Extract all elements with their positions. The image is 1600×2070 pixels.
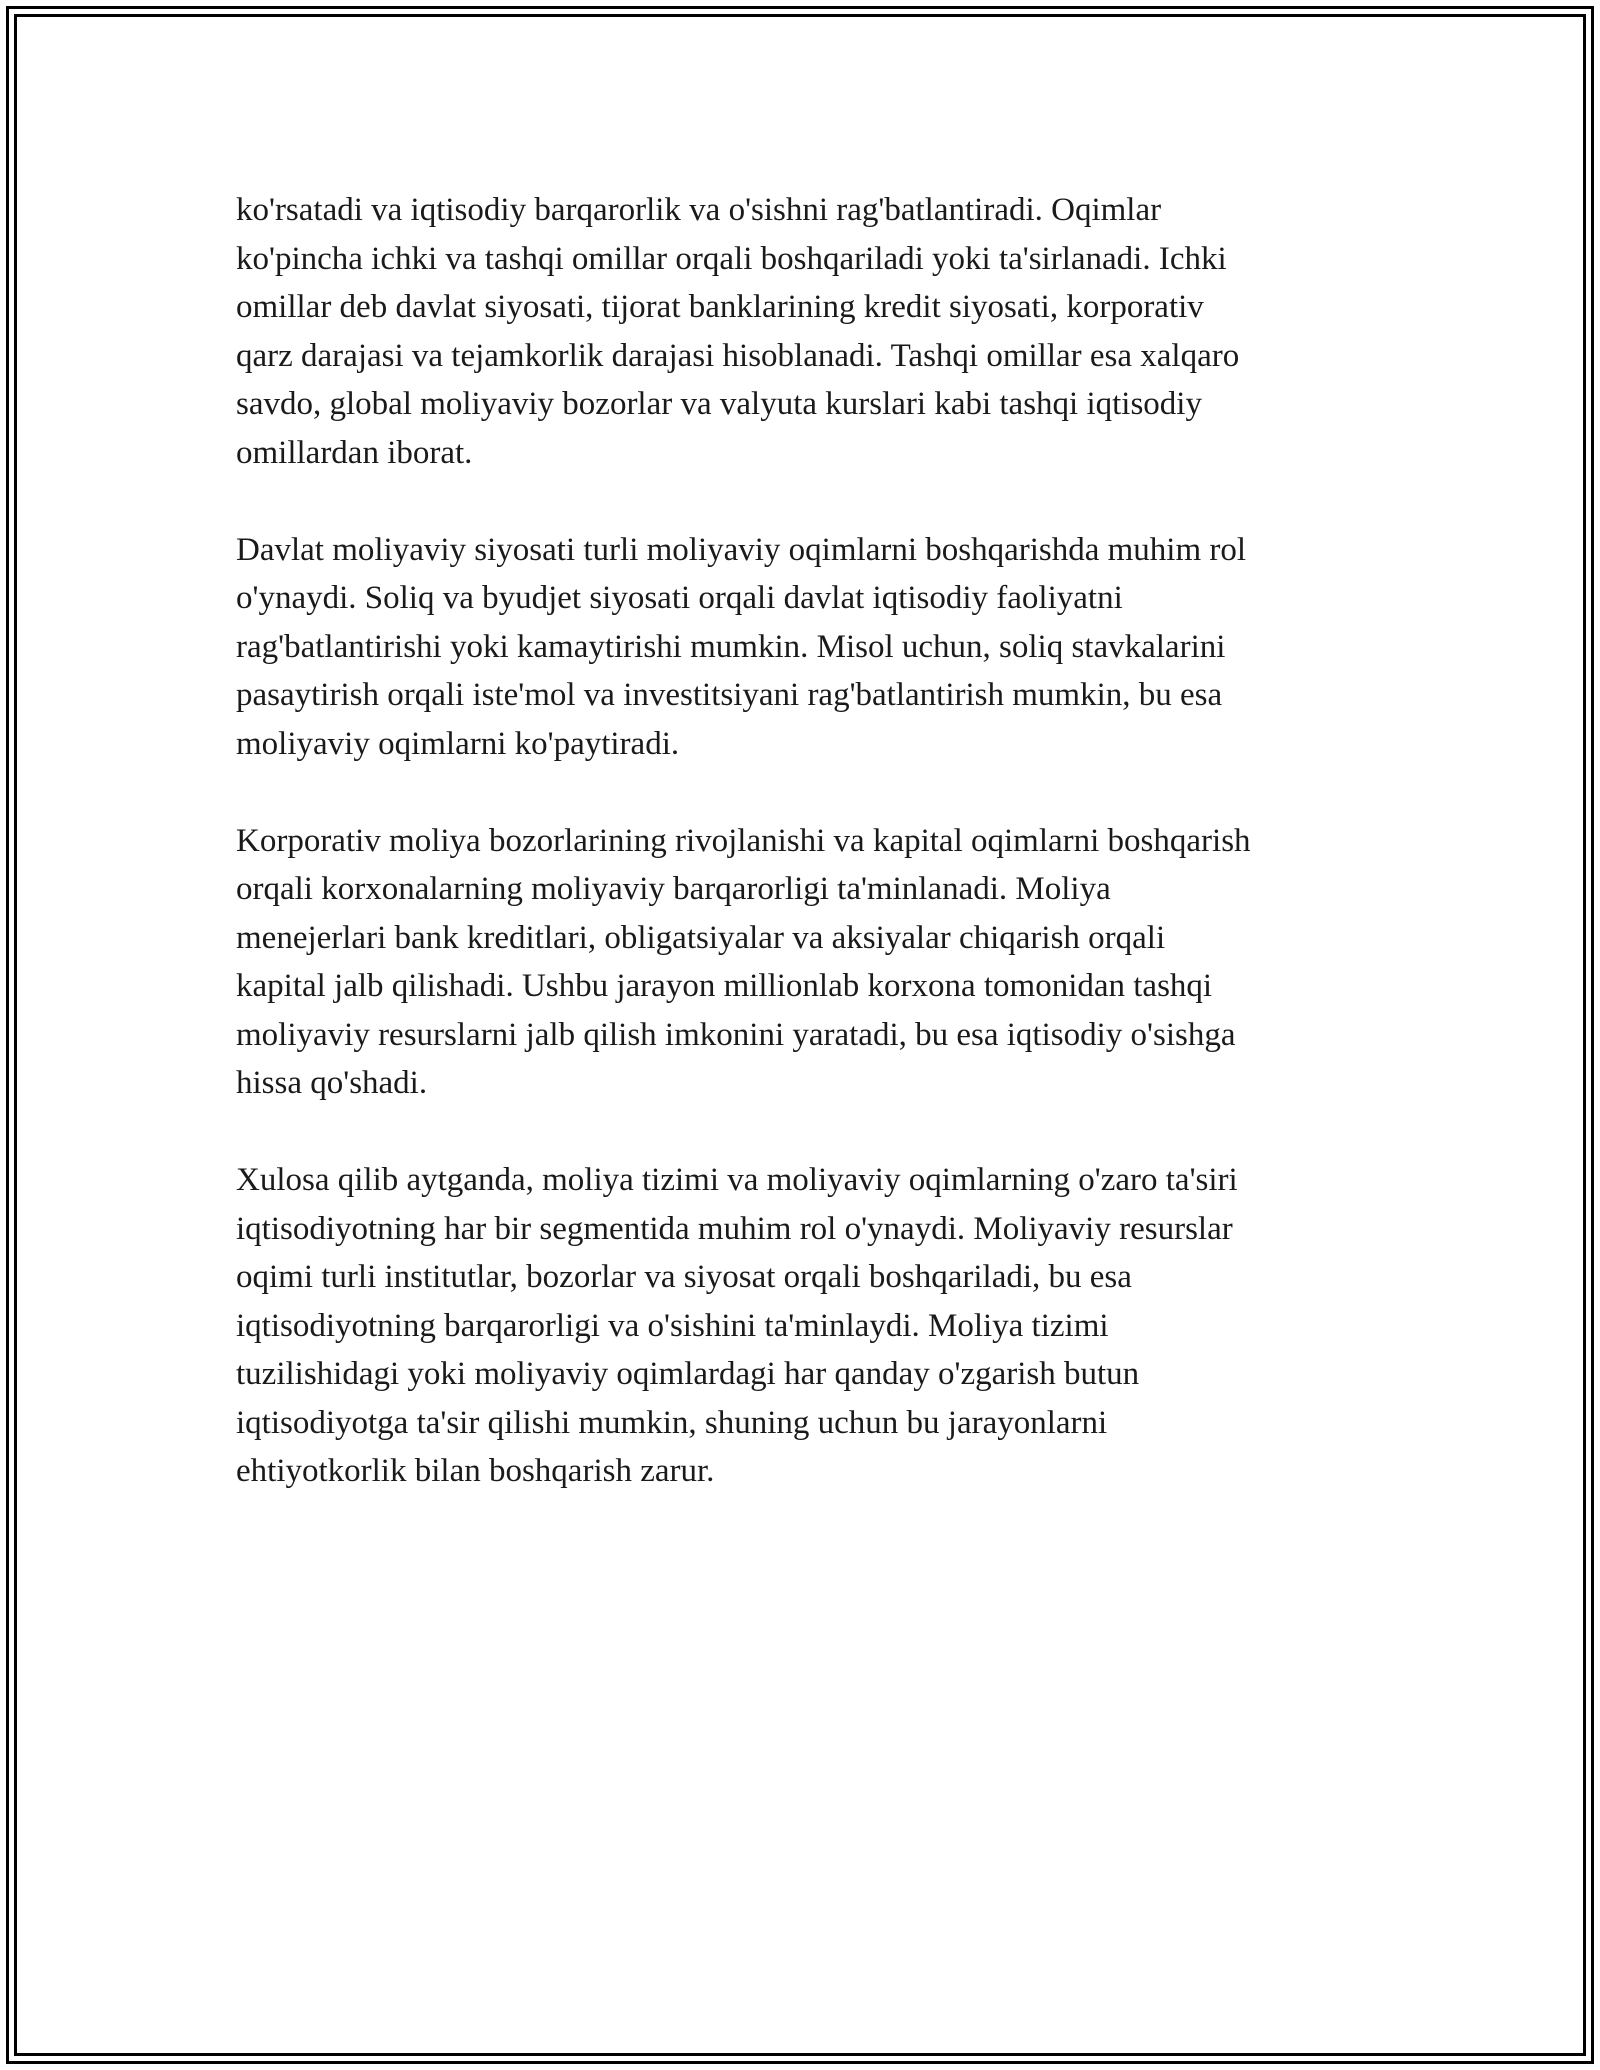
document-body	[236, 186, 1376, 1544]
paragraph-1: ko'rsatadi va iqtisodiy barqarorlik va o'sishni rag'batlantiradi. Oqimlar ko'pincha ichki va tashqi omillar orqali boshqariladi yoki ta'sirlanadi. Ichki omillar deb davlat siyosati, tijorat banklarining kredit siyosati, korporativ qarz darajasi va tejamkorlik darajasi hisoblanadi. Tashqi omillar esa xalqaro savdo, global moliyaviy bozorlar va valyuta kurslari kabi tashqi iqtisodiy omillardan iborat.	[236, 192, 1240, 471]
paragraph-2: Davlat moliyaviy siyosati turli moliyaviy oqimlarni boshqarishda muhim rol o'ynaydi. Soliq va byudjet siyosati orqali davlat iqtisodiy faoliyatni rag'batlantirishi yoki kamaytirishi mumkin. Misol uchun, soliq stavkalarini pasaytirish orqali iste'mol va investitsiyani rag'batlantirish mumkin, bu esa moliyaviy oqimlarni ko'paytiradi.	[236, 531, 1247, 762]
paragraph-4: Xulosa qilib aytganda, moliya tizimi va moliyaviy oqimlarning o'zaro ta'siri iqtisodiyotning har bir segmentida muhim rol o'ynaydi. Moliyaviy resurslar oqimi turli institutlar, bozorlar va siyosat orqali boshqariladi, bu esa iqtisodiyotning barqarorligi va o'sishini ta'minlaydi. Moliya tizimi tuzilishidagi yoki moliyaviy oqimlardagi har qanday o'zgarish butun iqtisodiyotga ta'sir qilishi mumkin, shuning uchun bu jarayonlarni ehtiyotkorlik bilan boshqarish zarur.	[236, 1162, 1238, 1489]
paragraph-3: Korporativ moliya bozorlarining rivojlanishi va kapital oqimlarni boshqarish orqali korxonalarning moliyaviy barqarorligi ta'minlanadi. Moliya menejerlari bank kreditlari, obligatsiyalar va aksiyalar chiqarish orqali kapital jalb qilishadi. Ushbu jarayon millionlab korxona tomonidan tashqi moliyaviy resurslarni jalb qilish imkonini yaratadi, bu esa iqtisodiy o'sishga hissa qo'shadi.	[236, 822, 1251, 1101]
